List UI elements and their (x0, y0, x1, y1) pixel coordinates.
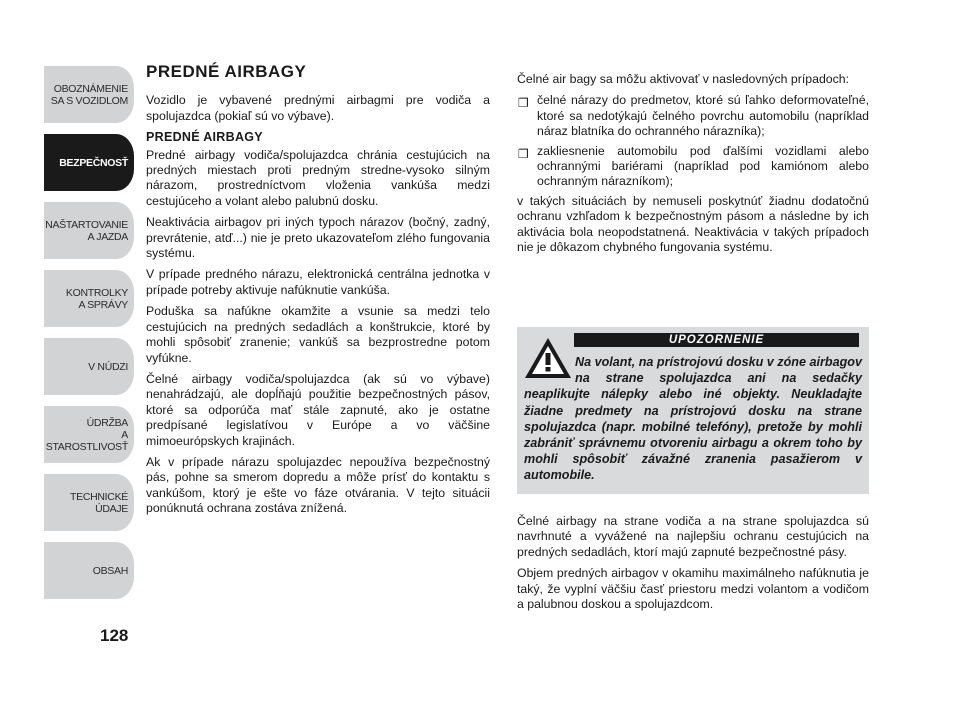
paragraph: Čelné airbagy na strane vodiča a na strane spolujazdca sú navrhnuté a vyvážené na najlepšiu ochranu cestujúcich na predných sedadlách, ktorí majú zapnuté bezpečnostné pásy. (517, 514, 869, 559)
tab-obsah[interactable]: OBSAH (44, 542, 134, 599)
section-title: PREDNÉ AIRBAGY (146, 62, 307, 81)
after-bullets-paragraph: v takých situáciách by nemuseli poskytnúť žiadnu dodatočnú ochranu vzhľadom k bezpečnostným pásom a následne by ich aktivácia bola neopodstatnená. Neaktivácia v takých prípadoch nie je dôkazom chybného fungovania systému. (517, 193, 869, 255)
section-subtitle: PREDNÉ AIRBAGY (146, 130, 263, 145)
sidebar-tabs (44, 66, 134, 610)
tab-oboznamenie[interactable]: OBOZNÁMENIE SA S VOZIDLOM (44, 66, 134, 123)
intro-paragraph: Vozidlo je vybavené prednými airbagmi pre vodiča a spolujazdca (pokiaľ sú vo výbave). (146, 93, 490, 123)
list-item: ❒ zakliesnenie automobilu pod ďalšími vozidlami alebo ochrannými bariérami (napríklad pod kamiónom alebo ochranným nárazníkom); (518, 143, 869, 189)
right-column-bottom (517, 514, 869, 618)
paragraph: Poduška sa nafúkne okamžite a vsunie sa medzi telo cestujúcich na predných sedadlách a konštrukcie, ktoré by mohli spôsobiť zranenie; vankúš sa bezprostredne potom vyfúkne. (146, 304, 490, 365)
tab-kontrolky[interactable]: KONTROLKY A SPRÁVY (44, 270, 134, 327)
page-number: 128 (100, 626, 129, 645)
checkbox-bullet-icon: ❒ (518, 96, 529, 111)
warning-header: UPOZORNENIE (574, 333, 859, 347)
tab-nastartovanie[interactable]: NAŠTARTOVANIE A JAZDA (44, 202, 134, 259)
paragraph: V prípade predného nárazu, elektronická centrálna jednotka v prípade potreby aktivuje nafúknutie vankúša. (146, 267, 490, 297)
left-column (146, 64, 490, 523)
paragraph: Objem predných airbagov v okamihu maximálneho nafúknutia je taký, že vyplní väčšiu časť priestoru medzi volantom a vodičom a palubnou doskou a spolujazdcom. (517, 566, 869, 612)
tab-bezpecnost[interactable]: BEZPEČNOSŤ (44, 134, 134, 191)
list-item: ❒ čelné nárazy do predmetov, ktoré sú ľahko deformovateľné, ktoré sa nedotýkajú čelného povrchu automobilu (napríklad náraz blatníka do ochranného nárazníka); (518, 93, 869, 139)
paragraph: Ak v prípade nárazu spolujazdec nepoužíva bezpečnostný pás, pohne sa smerom dopredu a môže prísť do kontaktu s vankúšom, ktorý je ešte vo fáze otvárania. V tejto situácii ponúknutá ochrana zostáva znížená. (146, 454, 490, 516)
tab-technicke-udaje[interactable]: TECHNICKÉ ÚDAJE (44, 474, 134, 531)
tab-v-nudzi[interactable]: V NÚDZI (44, 338, 134, 395)
paragraph: Predné airbagy vodiča/spolujazdca chránia cestujúcich na predných miestach proti predným stredne-vysoko silným nárazom, prostredníctvom vloženia vankúša medzi cestujúceho a volant alebo palubnú dosku. (146, 147, 490, 208)
warning-box (517, 327, 869, 494)
tab-udrzba[interactable]: ÚDRŽBA A STAROSTLIVOSŤ (44, 406, 134, 463)
bullet-list (517, 93, 869, 189)
paragraph: Čelné airbagy vodiča/spolujazdca (ak sú vo výbave) nenahrádzajú, ale dopĺňajú použitie bezpečnostných pásov, ktoré sa odporúča mať stále zapnuté, ako je ostatne predpísané legislatívou v Európe a vo väčšine mimoeurópskych krajinách. (146, 371, 490, 448)
checkbox-bullet-icon: ❒ (518, 146, 529, 161)
paragraph: Neaktivácia airbagov pri iných typoch nárazov (bočný, zadný, prevrátenie, atď...) nie je preto ukazovateľom zlého fungovania systému. (146, 215, 490, 261)
warning-text: Na volant, na prístrojovú dosku v zóne airbagov na strane spolujazdca ani na sedačky neaplikujte nálepky alebo iné objekty. Neukladajte žiadne predmety na prístrojovú dosku na strane spolujazdca (napr. mobilné telefóny), pretože by mohli zabrániť správnemu otvoreniu airbagu a okrem toho by mohli spôsobiť závažné zranenia pasažierom v automobile. (524, 355, 862, 483)
right-intro: Čelné air bagy sa môžu aktivovať v nasledovných prípadoch: (517, 72, 850, 86)
right-column (517, 72, 869, 261)
